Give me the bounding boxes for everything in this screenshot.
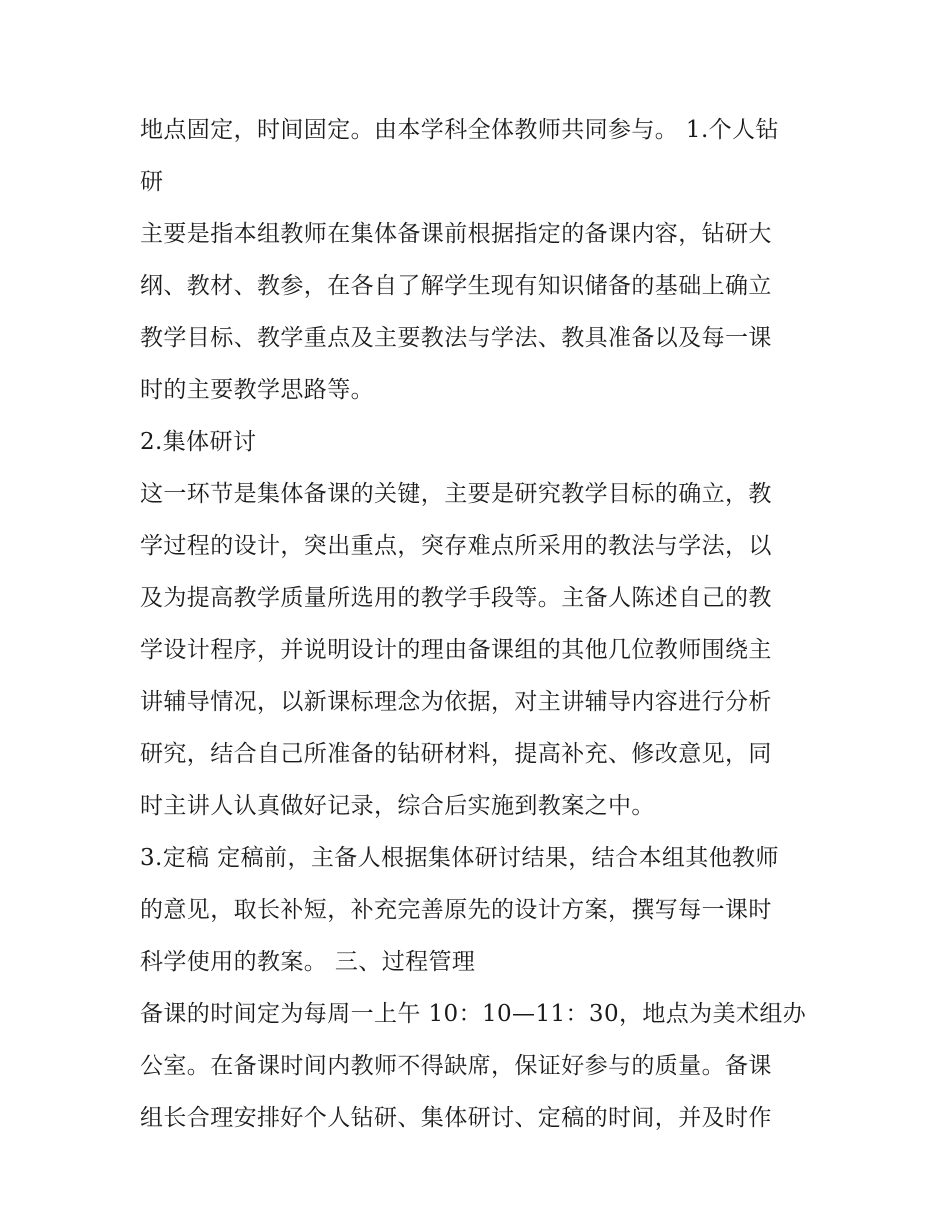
text-line: 组长合理安排好个人钻研、集体研讨、定稿的时间，并及时作 — [140, 1105, 772, 1131]
text-line: 这一环节是集体备课的关键，主要是研究教学目标的确立，教 — [140, 481, 772, 507]
text-line: 纲、教材、教参，在各自了解学生现有知识储备的基础上确立 — [140, 273, 772, 299]
text-line: 学设计程序，并说明设计的理由备课组的其他几位教师围绕主 — [140, 637, 772, 663]
text-line: 主要是指本组教师在集体备课前根据指定的备课内容，钻研大 — [140, 221, 772, 247]
text-line: 讲辅导情况，以新课标理念为依据，对主讲辅导内容进行分析 — [140, 689, 772, 715]
text-line: 时的主要教学思路等。 — [140, 377, 374, 403]
text-line: 研 — [140, 169, 164, 195]
text-line: 教学目标、教学重点及主要教法与学法、教具准备以及每一课 — [140, 325, 772, 351]
text-line: 地点固定，时间固定。由本学科全体教师共同参与。 1.个人钻 — [140, 117, 779, 143]
text-line: 研究，结合自己所准备的钻研材料，提高补充、修改意见，同 — [140, 741, 772, 767]
text-line: 学过程的设计，突出重点，突存难点所采用的教法与学法，以 — [140, 533, 772, 559]
text-line: 公室。在备课时间内教师不得缺席，保证好参与的质量。备课 — [140, 1053, 772, 1079]
text-line: 科学使用的教案。 三、过程管理 — [140, 949, 476, 975]
document-body — [140, 104, 820, 1144]
section-heading-collective-discussion: 2.集体研讨 — [140, 429, 257, 455]
text-line: 的意见，取长补短，补充完善原先的设计方案，撰写每一课时 — [140, 897, 772, 923]
text-line: 时主讲人认真做好记录，综合后实施到教案之中。 — [140, 793, 655, 819]
text-line: 3.定稿 定稿前，主备人根据集体研讨结果，结合本组其他教师 — [140, 845, 779, 871]
text-line: 备课的时间定为每周一上午 10：10—11：30，地点为美术组办 — [140, 1001, 807, 1027]
text-line: 及为提高教学质量所选用的教学手段等。主备人陈述自己的教 — [140, 585, 772, 611]
